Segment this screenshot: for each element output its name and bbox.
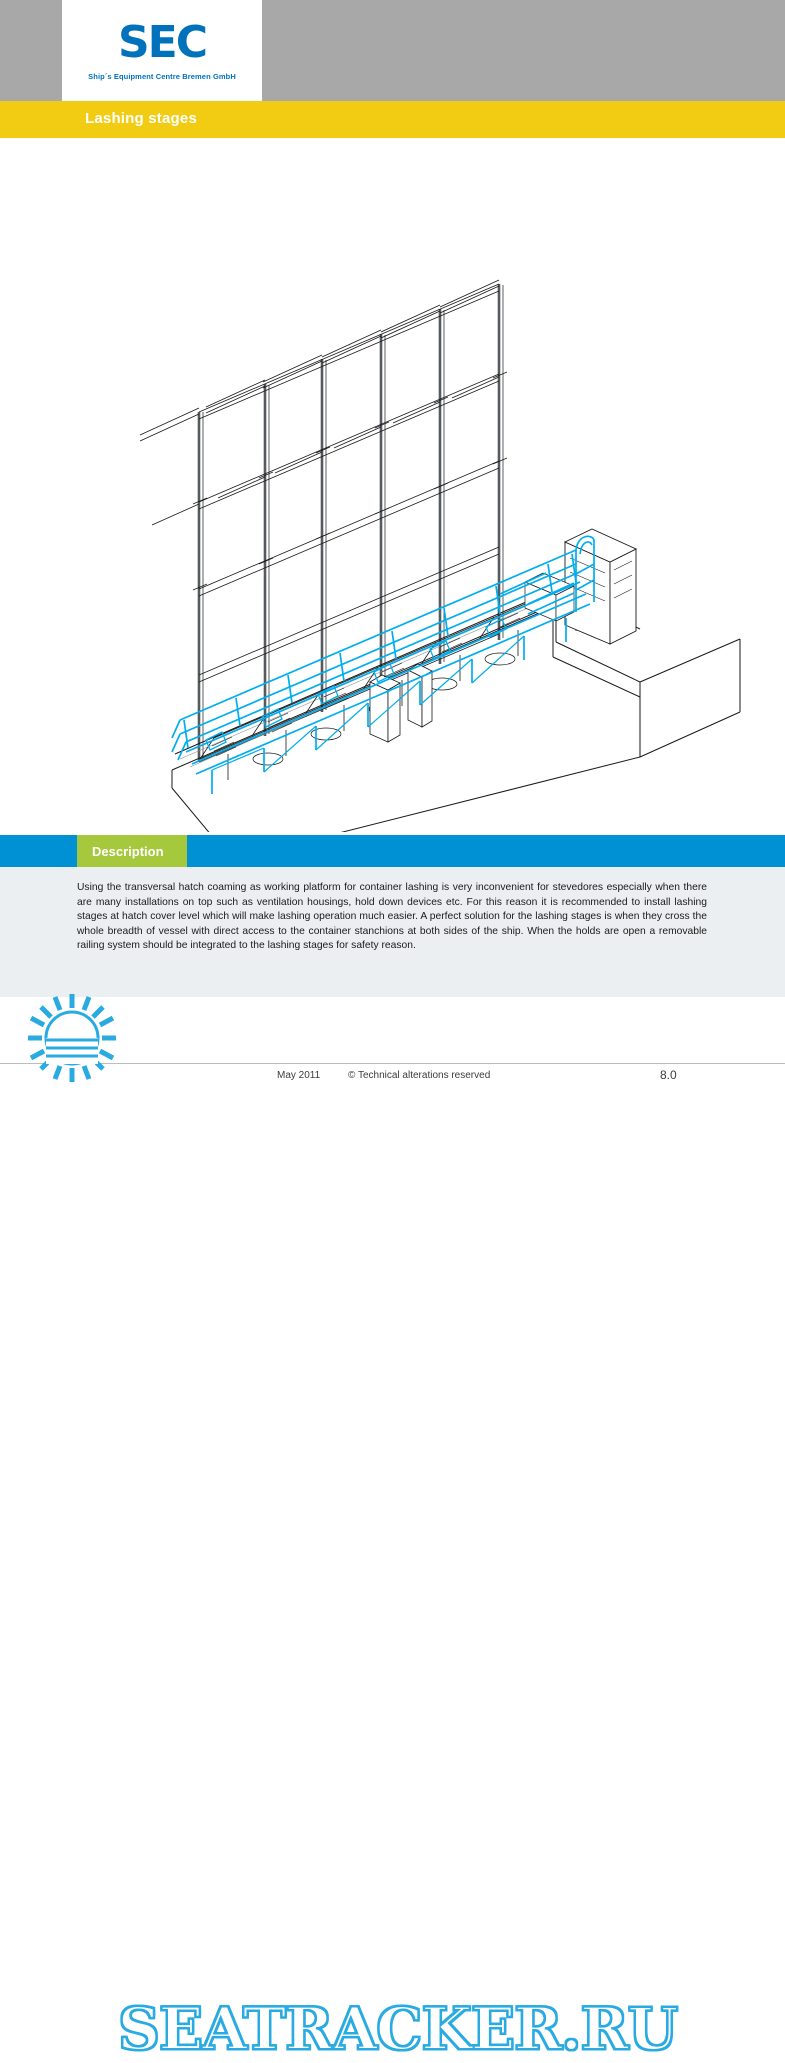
lashing-stages-drawing <box>0 142 785 832</box>
footer-band <box>0 997 785 1101</box>
page-title: Lashing stages <box>85 110 197 127</box>
figure-area <box>0 142 785 832</box>
footer-divider <box>0 1063 785 1064</box>
description-text: Using the transversal hatch coaming as working platform for container lashing is very inconvenient for stevedores especially when there are many installations on top such as ventilation housings, hold down devices etc. For this reason it is recommended to install lashing stages at hatch cover level which will make lashing operation much easier. A perfect solution for the lashing stages is when they cross the whole breadth of vessel with direct access to the container stanchions at both sides of the ship. When the holds are open a removable railing system should be integrated to the lashing stages for safety reason. <box>77 882 707 952</box>
watermark-text: SEATRACKER.RU <box>118 1995 678 2063</box>
logo-subtitle: Ship´s Equipment Centre Bremen GmbH <box>88 71 236 81</box>
footer-date: May 2011 <box>277 1070 321 1081</box>
logo-wordmark: SEC <box>117 16 207 68</box>
footer-page-number: 8.0 <box>660 1068 677 1082</box>
description-tab-label: Description <box>92 844 164 859</box>
footer-copyright: © Technical alterations reserved <box>348 1070 491 1081</box>
company-logo <box>62 0 262 101</box>
